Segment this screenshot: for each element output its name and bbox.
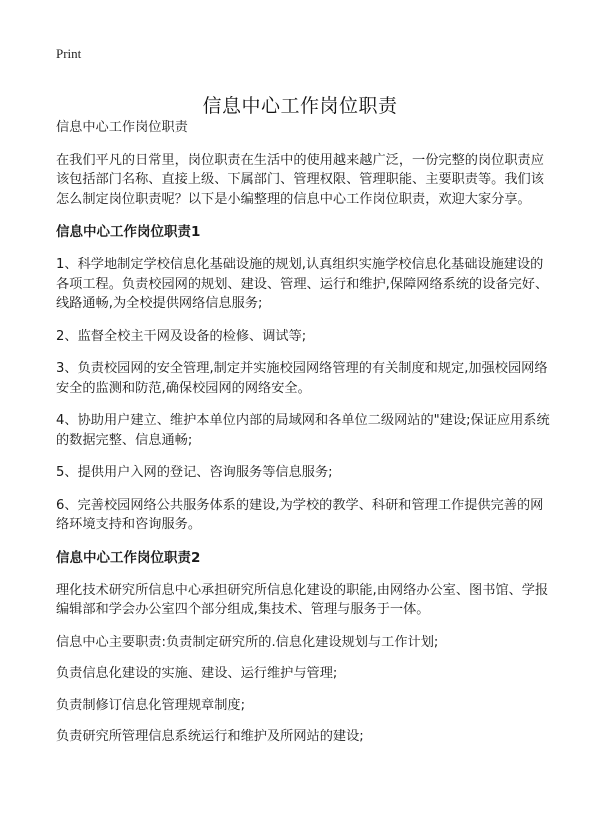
section-2-paragraph: 负责信息化建设的实施、建设、运行维护与管理; — [56, 666, 338, 681]
section-1-paragraph: 6、完善校园网络公共服务体系的建设,为学校的教学、科研和管理工作提供完善的网络环境支持和咨询服务。 — [56, 497, 544, 532]
article-body — [56, 118, 552, 759]
intro-paragraph: 在我们平凡的日常里，岗位职责在生活中的使用越来越广泛，一份完整的岗位职责应该包括部门名称、直接上级、下属部门、管理权限、管理职能、主要职责等。我们该怎么制定岗位职责呢？以下是小编整理的信息中心工作岗位职责，欢迎大家分享。 — [56, 152, 544, 207]
section-2-paragraph: 信息中心主要职责:负责制定研究所的.信息化建设规划与工作计划; — [56, 634, 439, 650]
section-heading-1: 信息中心工作岗位职责1 — [56, 224, 201, 240]
section-1-paragraph: 4、协助用户建立、维护本单位内部的局域网和各单位二级网站的"建设;保证应用系统的数据完整、信息通畅; — [56, 413, 550, 448]
section-2-paragraph: 理化技术研究所信息中心承担研究所信息化建设的职能,由网络办公室、图书馆、学报编辑部和学会办公室四个部分组成,集技术、管理与服务于一体。 — [56, 582, 549, 617]
print-link[interactable]: Print — [56, 46, 82, 61]
section-1-paragraph: 5、提供用户入网的登记、咨询服务等信息服务; — [56, 465, 333, 480]
page-title: 信息中心工作岗位职责 — [202, 94, 398, 117]
section-1-paragraph: 2、监督全校主干网及设备的检修、调试等; — [56, 328, 307, 344]
section-2-paragraph: 负责制修订信息化管理规章制度; — [56, 697, 246, 713]
section-2-paragraph: 负责研究所管理信息系统运行和维护及所网站的建设; — [56, 729, 364, 744]
article-subtitle: 信息中心工作岗位职责 — [56, 120, 188, 135]
section-1-paragraph: 3、负责校园网的安全管理,制定并实施校园网络管理的有关制度和规定,加强校园网络安全的监测和防范,确保校园网的网络安全。 — [56, 361, 548, 396]
section-heading-2: 信息中心工作岗位职责2 — [56, 549, 201, 566]
section-1-paragraph: 1、科学地制定学校信息化基础设施的规划,认真组织实施学校信息化基础设施建设的各项工程。负责校园网的规划、建设、管理、运行和维护,保障网络系统的设备完好、线路通畅,为全校提供网络信息服务; — [56, 257, 549, 311]
